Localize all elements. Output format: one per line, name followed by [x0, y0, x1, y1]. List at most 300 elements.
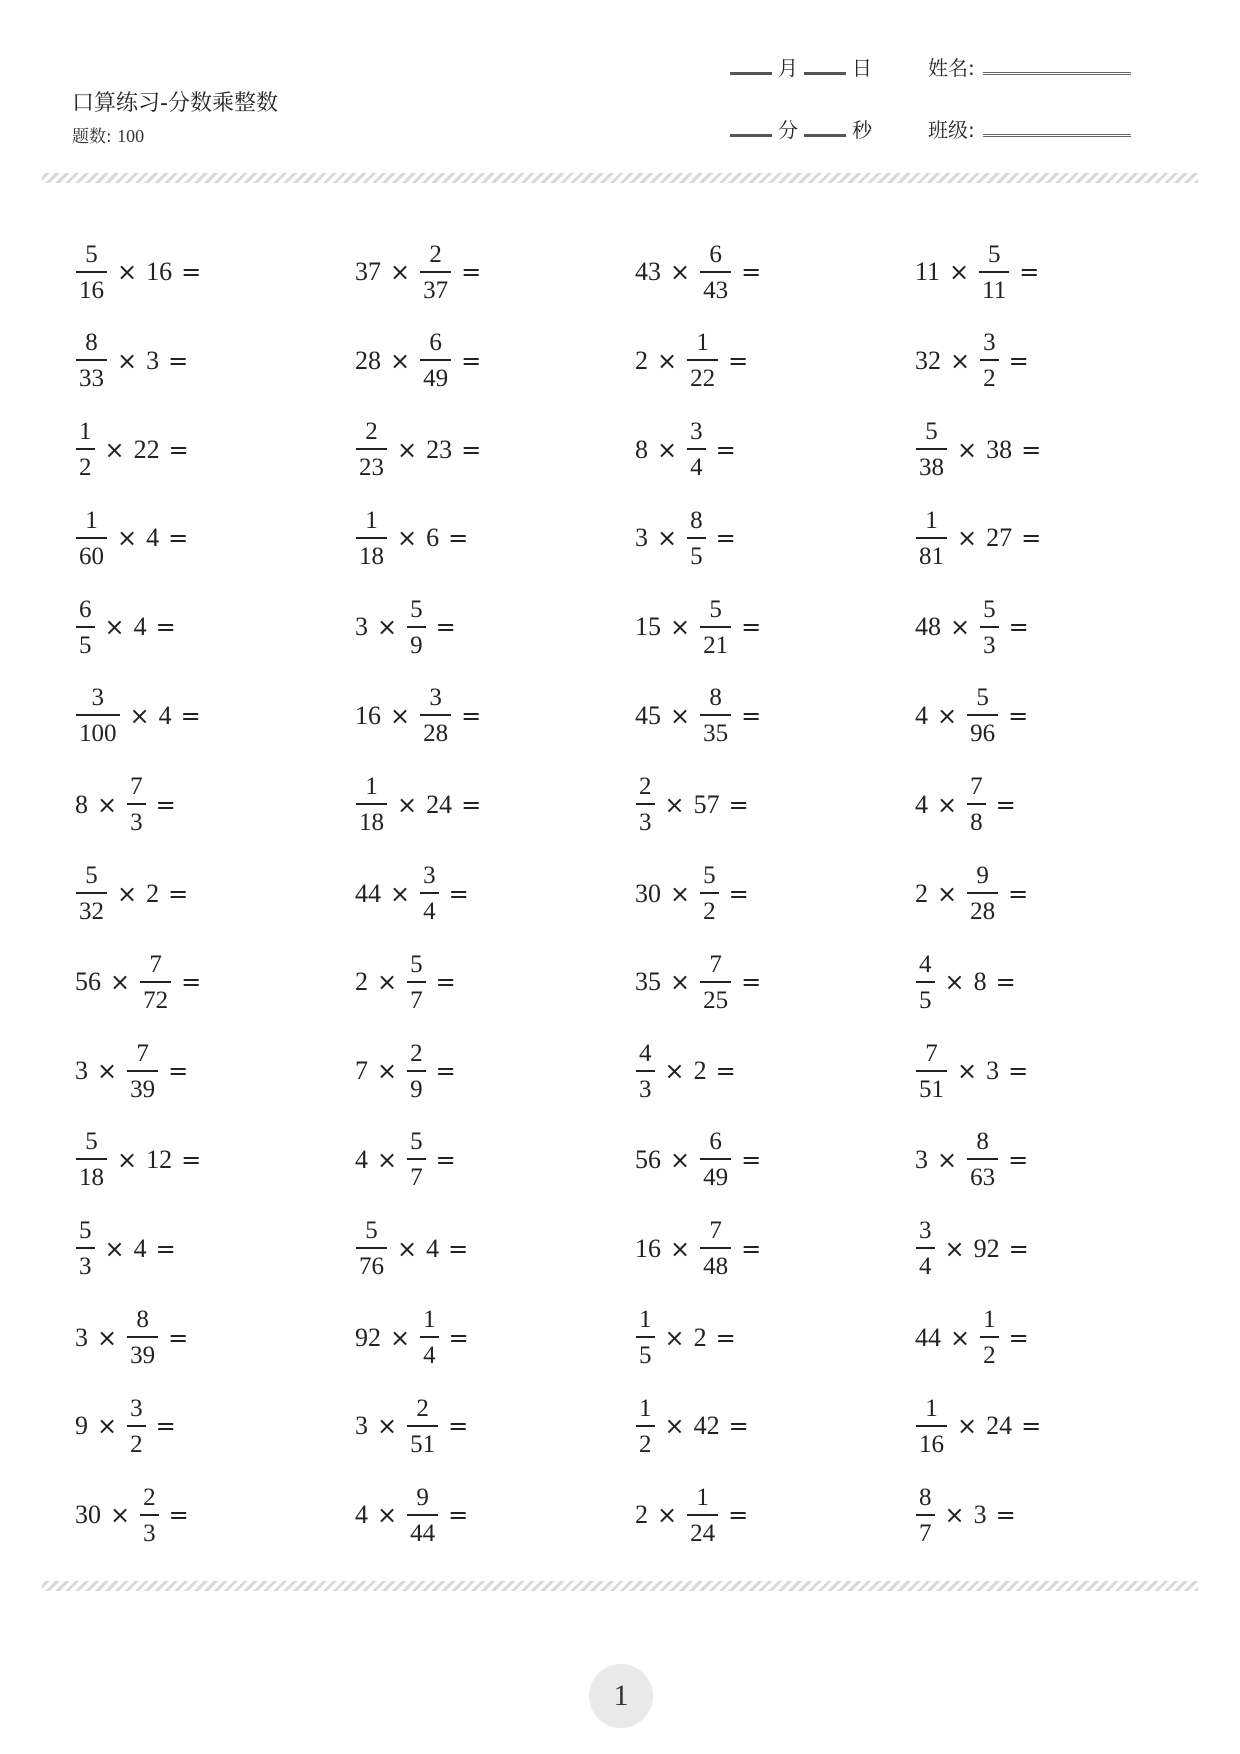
denominator: 3 — [636, 1070, 655, 1102]
fraction — [407, 952, 426, 1013]
numerator: 2 — [416, 1394, 429, 1422]
whole-number: 24 — [986, 1411, 1013, 1441]
fraction — [916, 419, 947, 480]
numerator: 1 — [85, 506, 98, 534]
problem-item — [352, 1205, 632, 1293]
multiply-sign: × — [950, 346, 971, 375]
problem-item — [912, 761, 1192, 849]
fraction — [700, 242, 731, 303]
numerator: 7 — [925, 1039, 938, 1067]
numerator: 1 — [639, 1394, 652, 1422]
problem-item — [632, 317, 912, 405]
fraction — [76, 597, 95, 658]
fraction — [700, 597, 731, 658]
denominator: 49 — [700, 1158, 731, 1190]
equals-sign: = — [168, 879, 189, 908]
denominator: 28 — [420, 714, 451, 746]
whole-number: 44 — [355, 878, 381, 908]
problem-item — [632, 938, 912, 1026]
count-value: 100 — [117, 126, 145, 146]
numerator: 8 — [136, 1306, 149, 1334]
fraction — [687, 330, 718, 391]
problem-item — [912, 672, 1192, 760]
problem-item — [632, 761, 912, 849]
denominator: 24 — [687, 1514, 718, 1546]
name-blank[interactable] — [983, 70, 1131, 75]
date-field — [724, 52, 872, 81]
whole-number: 16 — [355, 700, 381, 730]
multiply-sign: × — [397, 435, 418, 464]
whole-number: 8 — [635, 434, 648, 464]
fraction — [407, 597, 426, 658]
whole-number: 43 — [635, 257, 661, 286]
problem-count — [72, 122, 144, 147]
whole-number: 4 — [158, 700, 172, 730]
equals-sign: = — [180, 701, 201, 730]
equals-sign: = — [181, 968, 202, 997]
whole-number: 30 — [635, 878, 661, 908]
numerator: 6 — [429, 329, 442, 357]
equals-sign: = — [741, 613, 762, 642]
multiply-sign: × — [390, 346, 411, 375]
numerator: 3 — [690, 418, 703, 446]
problem-item — [72, 938, 352, 1026]
problem-item — [72, 1471, 352, 1559]
whole-number: 35 — [635, 967, 661, 997]
fraction — [76, 685, 120, 746]
denominator: 4 — [687, 448, 706, 480]
equals-sign: = — [448, 1323, 469, 1352]
problem-item — [352, 228, 632, 316]
numerator: 7 — [709, 950, 722, 978]
denominator: 18 — [356, 803, 387, 835]
whole-number: 3 — [973, 1500, 987, 1530]
denominator: 16 — [76, 271, 107, 303]
multiply-sign: × — [377, 1412, 398, 1441]
numerator: 9 — [416, 1483, 429, 1511]
equals-sign: = — [741, 258, 762, 286]
numerator: 3 — [983, 329, 996, 357]
multiply-sign: × — [670, 879, 691, 908]
denominator: 5 — [916, 981, 935, 1013]
multiply-sign: × — [397, 790, 418, 819]
fraction — [687, 508, 706, 569]
denominator: 4 — [420, 892, 439, 924]
problem-item — [72, 1382, 352, 1470]
problem-item — [912, 1116, 1192, 1204]
problem-item — [352, 1027, 632, 1115]
numerator: 1 — [925, 506, 938, 534]
fraction — [76, 242, 107, 303]
equals-sign: = — [741, 1145, 762, 1174]
class-label: 班级: — [928, 118, 975, 142]
fraction — [700, 952, 731, 1013]
second-blank[interactable] — [804, 134, 846, 137]
multiply-sign: × — [97, 1323, 118, 1352]
equals-sign: = — [448, 1412, 469, 1441]
problem-item — [632, 1027, 912, 1115]
multiply-sign: × — [657, 524, 678, 553]
whole-number: 57 — [693, 789, 720, 819]
fraction — [916, 1041, 947, 1102]
problem-item — [912, 228, 1192, 316]
equals-sign: = — [741, 1234, 762, 1263]
problem-item — [72, 494, 352, 582]
denominator: 81 — [916, 537, 947, 569]
whole-number: 56 — [75, 967, 101, 997]
numerator: 1 — [696, 1483, 709, 1511]
problem-item — [912, 1294, 1192, 1382]
numerator: 2 — [143, 1483, 156, 1511]
denominator: 3 — [127, 803, 146, 835]
problem-item — [912, 938, 1192, 1026]
count-label: 题数: — [72, 127, 112, 147]
multiply-sign: × — [657, 435, 678, 464]
problem-item — [352, 317, 632, 405]
whole-number: 16 — [635, 1233, 661, 1263]
multiply-sign: × — [397, 524, 418, 553]
equals-sign: = — [168, 435, 189, 464]
whole-number: 2 — [635, 345, 648, 375]
problem-item — [912, 494, 1192, 582]
fraction — [687, 419, 706, 480]
denominator: 2 — [980, 1336, 999, 1368]
fraction — [700, 863, 719, 924]
fraction — [407, 1396, 438, 1457]
numerator: 3 — [919, 1217, 932, 1245]
equals-sign: = — [1019, 258, 1040, 286]
equals-sign: = — [155, 790, 176, 819]
equals-sign: = — [995, 790, 1016, 819]
denominator: 39 — [127, 1070, 158, 1102]
whole-number: 32 — [915, 345, 941, 375]
bottom-divider — [42, 1581, 1198, 1591]
multiply-sign: × — [377, 1057, 398, 1086]
equals-sign: = — [168, 346, 189, 375]
equals-sign: = — [715, 1057, 736, 1086]
denominator: 60 — [76, 537, 107, 569]
numerator: 8 — [709, 684, 722, 712]
multiply-sign: × — [97, 1057, 118, 1086]
equals-sign: = — [1008, 879, 1029, 908]
denominator: 48 — [700, 1247, 731, 1279]
whole-number: 3 — [355, 1411, 368, 1441]
multiply-sign: × — [377, 1145, 398, 1174]
denominator: 18 — [76, 1158, 107, 1190]
whole-number: 45 — [635, 700, 661, 730]
equals-sign: = — [448, 524, 469, 553]
numerator: 1 — [423, 1306, 436, 1334]
class-blank[interactable] — [983, 132, 1131, 137]
denominator: 9 — [407, 626, 426, 658]
equals-sign: = — [741, 968, 762, 997]
numerator: 1 — [365, 506, 378, 534]
denominator: 38 — [916, 448, 947, 480]
equals-sign: = — [728, 879, 749, 908]
equals-sign: = — [1021, 1412, 1042, 1441]
problem-item — [632, 850, 912, 938]
numerator: 1 — [696, 329, 709, 357]
numerator: 8 — [919, 1483, 932, 1511]
class-field — [928, 114, 1137, 143]
month-label: 月 — [778, 56, 798, 80]
multiply-sign: × — [390, 258, 411, 286]
whole-number: 22 — [133, 434, 160, 464]
equals-sign: = — [1008, 1057, 1029, 1086]
whole-number: 3 — [146, 345, 160, 375]
denominator: 33 — [76, 359, 107, 391]
problem-item — [632, 406, 912, 494]
equals-sign: = — [1021, 435, 1042, 464]
numerator: 2 — [365, 418, 378, 446]
multiply-sign: × — [117, 524, 138, 553]
problem-item — [912, 317, 1192, 405]
equals-sign: = — [1008, 346, 1029, 375]
whole-number: 23 — [426, 434, 453, 464]
problem-item — [72, 761, 352, 849]
fraction — [979, 242, 1009, 303]
numerator: 6 — [709, 1128, 722, 1156]
whole-number: 16 — [146, 257, 173, 286]
fraction — [916, 1485, 935, 1546]
whole-number: 30 — [75, 1500, 101, 1530]
problem-item — [352, 1471, 632, 1559]
whole-number: 7 — [355, 1056, 368, 1086]
multiply-sign: × — [670, 701, 691, 730]
whole-number: 4 — [133, 1233, 147, 1263]
equals-sign: = — [168, 524, 189, 553]
denominator: 5 — [76, 626, 95, 658]
equals-sign: = — [448, 879, 469, 908]
numerator: 5 — [983, 595, 996, 623]
multiply-sign: × — [944, 1234, 965, 1263]
multiply-sign: × — [97, 790, 118, 819]
numerator: 5 — [925, 418, 938, 446]
problem-item — [912, 583, 1192, 671]
numerator: 5 — [410, 1128, 423, 1156]
month-blank[interactable] — [730, 72, 772, 75]
denominator: 2 — [127, 1425, 146, 1457]
problem-item — [72, 1205, 352, 1293]
equals-sign: = — [435, 1145, 456, 1174]
numerator: 2 — [429, 240, 442, 268]
equals-sign: = — [155, 613, 176, 642]
multiply-sign: × — [949, 258, 970, 286]
multiply-sign: × — [390, 1323, 411, 1352]
problem-item — [912, 1027, 1192, 1115]
denominator: 7 — [916, 1514, 935, 1546]
denominator: 2 — [636, 1425, 655, 1457]
equals-sign: = — [155, 1412, 176, 1441]
denominator: 32 — [76, 892, 107, 924]
whole-number: 4 — [355, 1144, 368, 1174]
whole-number: 27 — [986, 523, 1013, 553]
denominator: 49 — [420, 359, 451, 391]
problem-item — [72, 1294, 352, 1382]
fraction — [420, 685, 451, 746]
equals-sign: = — [1008, 1234, 1029, 1263]
whole-number: 2 — [693, 1322, 707, 1352]
fraction — [356, 774, 387, 835]
equals-sign: = — [728, 346, 749, 375]
multiply-sign: × — [670, 1145, 691, 1174]
numerator: 2 — [410, 1039, 423, 1067]
problem-item — [912, 1205, 1192, 1293]
numerator: 4 — [639, 1039, 652, 1067]
numerator: 5 — [709, 595, 722, 623]
problem-item — [632, 494, 912, 582]
problem-item — [912, 1382, 1192, 1470]
equals-sign: = — [435, 1057, 456, 1086]
numerator: 5 — [85, 240, 98, 268]
denominator: 18 — [356, 537, 387, 569]
whole-number: 3 — [635, 523, 648, 553]
problem-item — [912, 850, 1192, 938]
numerator: 8 — [976, 1128, 989, 1156]
whole-number: 4 — [915, 789, 928, 819]
multiply-sign: × — [670, 1234, 691, 1263]
equals-sign: = — [728, 1412, 749, 1441]
whole-number: 9 — [75, 1411, 88, 1441]
name-label: 姓名: — [928, 56, 975, 80]
fraction — [76, 508, 107, 569]
multiply-sign: × — [104, 435, 125, 464]
numerator: 8 — [690, 506, 703, 534]
multiply-sign: × — [110, 1501, 131, 1530]
fraction — [356, 1218, 387, 1279]
fraction — [76, 1129, 107, 1190]
equals-sign: = — [461, 435, 482, 464]
multiply-sign: × — [937, 701, 958, 730]
numerator: 6 — [709, 240, 722, 268]
equals-sign: = — [1008, 613, 1029, 642]
fraction — [967, 1129, 998, 1190]
equals-sign: = — [728, 790, 749, 819]
fraction — [407, 1485, 438, 1546]
numerator: 5 — [79, 1217, 92, 1245]
fraction — [967, 685, 998, 746]
fraction — [967, 774, 986, 835]
denominator: 4 — [916, 1247, 935, 1279]
fraction — [420, 863, 439, 924]
numerator: 1 — [79, 418, 92, 446]
denominator: 2 — [700, 892, 719, 924]
numerator: 3 — [130, 1394, 143, 1422]
numerator: 3 — [91, 684, 104, 712]
day-blank[interactable] — [804, 72, 846, 75]
problem-item — [632, 583, 912, 671]
fraction — [967, 863, 998, 924]
multiply-sign: × — [670, 258, 691, 286]
numerator: 5 — [976, 684, 989, 712]
numerator: 6 — [79, 595, 92, 623]
equals-sign: = — [1008, 701, 1029, 730]
problem-item — [72, 672, 352, 760]
problem-item — [352, 494, 632, 582]
whole-number: 24 — [426, 789, 453, 819]
minute-blank[interactable] — [730, 134, 772, 137]
equals-sign: = — [461, 701, 482, 730]
problem-item — [72, 850, 352, 938]
top-divider — [42, 173, 1198, 183]
numerator: 8 — [85, 329, 98, 357]
denominator: 76 — [356, 1247, 387, 1279]
equals-sign: = — [461, 790, 482, 819]
whole-number: 42 — [693, 1411, 720, 1441]
worksheet-header — [0, 0, 1240, 170]
numerator: 1 — [639, 1306, 652, 1334]
multiply-sign: × — [957, 524, 978, 553]
denominator: 16 — [916, 1425, 947, 1457]
denominator: 72 — [140, 981, 171, 1013]
fraction — [916, 508, 947, 569]
whole-number: 3 — [986, 1056, 1000, 1086]
denominator: 2 — [980, 359, 999, 391]
denominator: 7 — [407, 981, 426, 1013]
equals-sign: = — [741, 701, 762, 730]
numerator: 5 — [365, 1217, 378, 1245]
multiply-sign: × — [664, 1412, 685, 1441]
multiply-sign: × — [110, 968, 131, 997]
numerator: 7 — [970, 773, 983, 801]
fraction — [687, 1485, 718, 1546]
problem-item — [632, 1205, 912, 1293]
denominator: 51 — [407, 1425, 438, 1457]
fraction — [140, 952, 171, 1013]
multiply-sign: × — [937, 1145, 958, 1174]
equals-sign: = — [461, 258, 482, 286]
problem-item — [352, 406, 632, 494]
denominator: 3 — [140, 1514, 159, 1546]
multiply-sign: × — [664, 1057, 685, 1086]
whole-number: 37 — [355, 257, 381, 286]
problem-item — [632, 672, 912, 760]
denominator: 5 — [687, 537, 706, 569]
multiply-sign: × — [944, 968, 965, 997]
numerator: 3 — [423, 862, 436, 890]
problem-item — [72, 317, 352, 405]
whole-number: 48 — [915, 612, 941, 642]
multiply-sign: × — [664, 1323, 685, 1352]
fraction — [356, 419, 387, 480]
fraction — [76, 330, 107, 391]
multiply-sign: × — [377, 1501, 398, 1530]
problem-item — [72, 583, 352, 671]
problem-item — [72, 1027, 352, 1115]
denominator: 37 — [420, 271, 451, 303]
denominator: 28 — [967, 892, 998, 924]
problem-item — [632, 1116, 912, 1204]
multiply-sign: × — [957, 1057, 978, 1086]
whole-number: 2 — [146, 878, 160, 908]
numerator: 5 — [410, 595, 423, 623]
equals-sign: = — [715, 524, 736, 553]
whole-number: 4 — [133, 612, 147, 642]
numerator: 7 — [709, 1217, 722, 1245]
multiply-sign: × — [950, 613, 971, 642]
denominator: 3 — [636, 803, 655, 835]
denominator: 3 — [980, 626, 999, 658]
multiply-sign: × — [117, 1145, 138, 1174]
fraction — [980, 1307, 999, 1368]
fraction — [636, 774, 655, 835]
fraction — [76, 1218, 95, 1279]
equals-sign: = — [1008, 1323, 1029, 1352]
numerator: 7 — [136, 1039, 149, 1067]
problem-item — [352, 672, 632, 760]
denominator: 35 — [700, 714, 731, 746]
numerator: 7 — [149, 950, 162, 978]
